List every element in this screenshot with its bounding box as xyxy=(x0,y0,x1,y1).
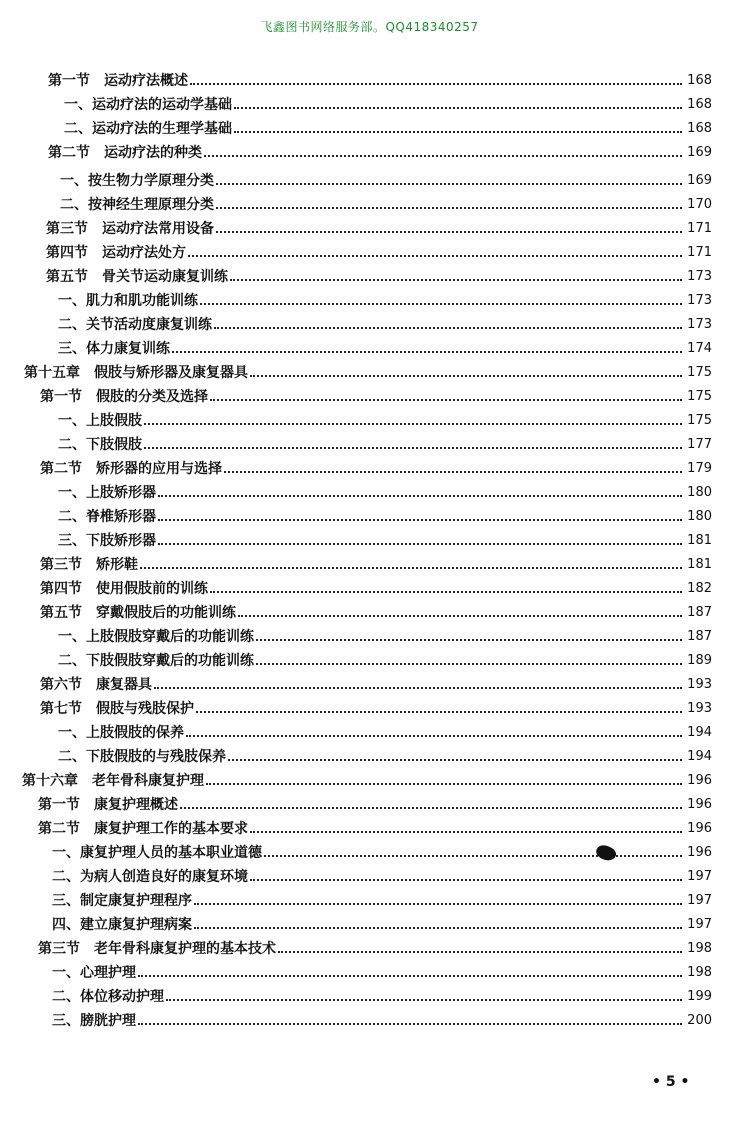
toc-entry-title: 一、上肢假肢的保养 xyxy=(58,725,184,741)
toc-leader-dots xyxy=(256,663,682,665)
toc-entry-title: 第四节 运动疗法处方 xyxy=(46,245,186,261)
toc-entry-page: 180 xyxy=(687,509,712,524)
toc-leader-dots xyxy=(216,183,682,185)
toc-leader-dots xyxy=(234,131,682,133)
toc-entry-page: 169 xyxy=(687,173,712,188)
toc-entry-page: 168 xyxy=(687,121,712,136)
toc-entry xyxy=(38,814,712,838)
toc-leader-dots xyxy=(238,615,682,617)
toc-entry xyxy=(48,138,712,162)
toc-entry-title: 第一节 康复护理概述 xyxy=(38,797,178,813)
toc-leader-dots xyxy=(144,423,682,425)
toc-entry-title: 三、下肢矫形器 xyxy=(58,533,156,549)
toc-leader-dots xyxy=(158,495,682,497)
toc-entry-title: 四、建立康复护理病案 xyxy=(52,917,192,933)
toc-entry xyxy=(58,286,712,310)
toc-entry-title: 一、按生物力学原理分类 xyxy=(60,173,214,189)
toc-entry xyxy=(64,114,712,138)
toc-entry-page: 194 xyxy=(687,725,712,740)
toc-leader-dots xyxy=(278,951,682,953)
toc-entry-title: 二、下肢假肢 xyxy=(58,437,142,453)
toc-entry-page: 171 xyxy=(687,245,712,260)
toc-entry xyxy=(40,382,712,406)
toc-leader-dots xyxy=(200,303,682,305)
toc-entry xyxy=(52,862,712,886)
toc-leader-dots xyxy=(188,255,682,257)
toc-entry xyxy=(64,90,712,114)
toc-leader-dots xyxy=(216,231,682,233)
toc-entry-page: 168 xyxy=(687,97,712,112)
toc-entry-title: 第五节 穿戴假肢后的功能训练 xyxy=(40,605,236,621)
toc-entry xyxy=(60,166,712,190)
toc-entry xyxy=(52,886,712,910)
toc-entry-page: 169 xyxy=(687,145,712,160)
toc-entry-page: 170 xyxy=(687,197,712,212)
toc-entry-page: 181 xyxy=(687,557,712,572)
toc-leader-dots xyxy=(138,1023,682,1025)
toc-leader-dots xyxy=(196,711,682,713)
toc-entry xyxy=(52,910,712,934)
toc-leader-dots xyxy=(154,687,682,689)
toc-entry xyxy=(58,526,712,550)
toc-leader-dots xyxy=(138,975,682,977)
toc-leader-dots xyxy=(158,543,682,545)
toc-leader-dots xyxy=(186,735,682,737)
toc-leader-dots xyxy=(158,519,682,521)
toc-leader-dots xyxy=(166,999,682,1001)
toc-entry-title: 二、下肢假肢穿戴后的功能训练 xyxy=(58,653,254,669)
toc-entry xyxy=(52,982,712,1006)
toc-entry-title: 第二节 康复护理工作的基本要求 xyxy=(38,821,248,837)
toc-entry-page: 196 xyxy=(687,821,712,836)
toc-entry-title: 第十五章 假肢与矫形器及康复器具 xyxy=(24,365,248,381)
toc-entry-title: 第四节 使用假肢前的训练 xyxy=(40,581,208,597)
toc-leader-dots xyxy=(144,447,682,449)
toc-entry xyxy=(52,958,712,982)
toc-leader-dots xyxy=(256,639,682,641)
toc-entry-title: 一、肌力和肌功能训练 xyxy=(58,293,198,309)
toc-entry-page: 175 xyxy=(687,365,712,380)
toc-entry xyxy=(46,214,712,238)
toc-entry xyxy=(52,1006,712,1030)
toc-entry-title: 二、体位移动护理 xyxy=(52,989,164,1005)
toc-entry-page: 175 xyxy=(687,389,712,404)
toc-entry-title: 一、康复护理人员的基本职业道德 xyxy=(52,845,262,861)
toc-leader-dots xyxy=(264,855,682,857)
toc-leader-dots xyxy=(214,327,682,329)
toc-entry xyxy=(58,406,712,430)
toc-entry xyxy=(58,478,712,502)
toc-leader-dots xyxy=(140,567,682,569)
toc-entry xyxy=(58,742,712,766)
toc-entry-page: 175 xyxy=(687,413,712,428)
header-watermark: 飞鑫图书网络服务部。QQ418340257 xyxy=(260,20,479,34)
toc-entry-title: 一、上肢假肢 xyxy=(58,413,142,429)
toc-leader-dots xyxy=(194,903,682,905)
toc-entry-title: 二、按神经生理原理分类 xyxy=(60,197,214,213)
toc-leader-dots xyxy=(180,807,682,809)
toc-leader-dots xyxy=(210,591,682,593)
toc-entry-title: 第五节 骨关节运动康复训练 xyxy=(46,269,228,285)
toc-entry-title: 二、运动疗法的生理学基础 xyxy=(64,121,232,137)
toc-entry-page: 198 xyxy=(687,941,712,956)
toc-leader-dots xyxy=(204,155,682,157)
toc-entry-title: 第十六章 老年骨科康复护理 xyxy=(22,773,204,789)
toc-entry-page: 179 xyxy=(687,461,712,476)
toc-leader-dots xyxy=(250,375,682,377)
toc-entry xyxy=(58,718,712,742)
toc-entry xyxy=(38,934,712,958)
toc-leader-dots xyxy=(228,759,682,761)
toc-entry-page: 198 xyxy=(687,965,712,980)
toc-entry xyxy=(58,310,712,334)
toc-entry xyxy=(48,66,712,90)
toc-entry-title: 第一节 运动疗法概述 xyxy=(48,73,188,89)
toc-entry-page: 182 xyxy=(687,581,712,596)
toc-entry-page: 193 xyxy=(687,677,712,692)
toc-entry-title: 第三节 老年骨科康复护理的基本技术 xyxy=(38,941,276,957)
toc-entry-page: 194 xyxy=(687,749,712,764)
toc-leader-dots xyxy=(190,83,682,85)
toc-entry-page: 177 xyxy=(687,437,712,452)
toc-entry xyxy=(40,550,712,574)
toc-entry-page: 196 xyxy=(687,845,712,860)
toc-entry-page: 197 xyxy=(687,869,712,884)
toc-entry-title: 二、为病人创造良好的康复环境 xyxy=(52,869,248,885)
toc-entry xyxy=(40,670,712,694)
toc-entry-title: 二、下肢假肢的与残肢保养 xyxy=(58,749,226,765)
toc-entry-page: 173 xyxy=(687,293,712,308)
toc-entry-title: 三、膀胱护理 xyxy=(52,1013,136,1029)
toc-entry xyxy=(60,190,712,214)
toc-entry xyxy=(58,622,712,646)
toc-entry xyxy=(58,502,712,526)
toc-entry-title: 第七节 假肢与残肢保护 xyxy=(40,701,194,717)
page-number: • 5 • xyxy=(652,1074,690,1090)
toc-leader-dots xyxy=(234,107,682,109)
toc-entry-title: 第二节 矫形器的应用与选择 xyxy=(40,461,222,477)
toc-entry-page: 196 xyxy=(687,797,712,812)
toc-entry-page: 173 xyxy=(687,269,712,284)
toc-entry-page: 200 xyxy=(687,1013,712,1028)
toc-entry xyxy=(24,358,712,382)
toc-entry-title: 一、心理护理 xyxy=(52,965,136,981)
toc-entry-title: 第一节 假肢的分类及选择 xyxy=(40,389,208,405)
toc-entry-page: 199 xyxy=(687,989,712,1004)
toc-entry-title: 第二节 运动疗法的种类 xyxy=(48,145,202,161)
toc-entry xyxy=(40,574,712,598)
toc-entry-title: 一、上肢矫形器 xyxy=(58,485,156,501)
toc-entry xyxy=(40,694,712,718)
toc-entry-page: 173 xyxy=(687,317,712,332)
toc-entry-page: 187 xyxy=(687,605,712,620)
toc-entry-page: 174 xyxy=(687,341,712,356)
toc-entry-title: 二、脊椎矫形器 xyxy=(58,509,156,525)
toc-entry xyxy=(38,790,712,814)
toc-leader-dots xyxy=(230,279,682,281)
toc-entry-page: 180 xyxy=(687,485,712,500)
toc-leader-dots xyxy=(224,471,682,473)
toc-entry xyxy=(46,262,712,286)
toc-entry-page: 181 xyxy=(687,533,712,548)
toc-entry xyxy=(40,598,712,622)
toc-entry-title: 二、关节活动度康复训练 xyxy=(58,317,212,333)
toc-leader-dots xyxy=(250,831,682,833)
toc-entry-page: 171 xyxy=(687,221,712,236)
toc-entry-title: 三、制定康复护理程序 xyxy=(52,893,192,909)
toc-entry-title: 第六节 康复器具 xyxy=(40,677,152,693)
toc-entry xyxy=(58,334,712,358)
toc-entry-page: 189 xyxy=(687,653,712,668)
toc-entry-title: 一、上肢假肢穿戴后的功能训练 xyxy=(58,629,254,645)
toc-entry xyxy=(58,430,712,454)
toc-entry-title: 第三节 矫形鞋 xyxy=(40,557,138,573)
toc-leader-dots xyxy=(216,207,682,209)
toc-entry-title: 第三节 运动疗法常用设备 xyxy=(46,221,214,237)
toc-leader-dots xyxy=(194,927,682,929)
toc-entry xyxy=(22,766,712,790)
toc-entry-title: 一、运动疗法的运动学基础 xyxy=(64,97,232,113)
toc-entry xyxy=(40,454,712,478)
toc-entry-page: 187 xyxy=(687,629,712,644)
toc-entry-page: 196 xyxy=(687,773,712,788)
toc-leader-dots xyxy=(250,879,682,881)
toc-leader-dots xyxy=(210,399,682,401)
toc-entry-page: 193 xyxy=(687,701,712,716)
toc-entry-page: 197 xyxy=(687,893,712,908)
toc-entry xyxy=(58,646,712,670)
toc-entry xyxy=(46,238,712,262)
toc-leader-dots xyxy=(172,351,682,353)
toc-entry-page: 197 xyxy=(687,917,712,932)
toc-entry-title: 三、体力康复训练 xyxy=(58,341,170,357)
toc-entry-page: 168 xyxy=(687,73,712,88)
toc-leader-dots xyxy=(206,783,682,785)
